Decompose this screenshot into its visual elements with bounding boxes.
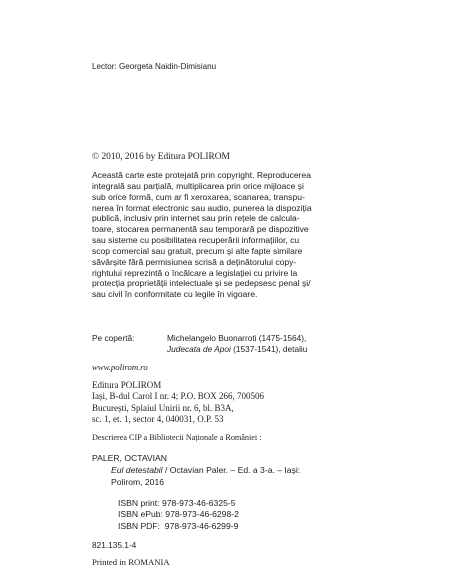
book-title: Eul detestabil [111,465,163,475]
notice-line: săvârșite fără permisiunea scrisă a deținătorului copy- [92,256,297,267]
notice-line: toare, stocarea permanentă sau temporară pe dispozitive [92,224,309,235]
address-line: București, Splaiul Unirii nr. 6, bl. B3A, [92,402,234,413]
cip-heading: Descrierea CIP a Bibliotecii Naționale a României : [92,433,262,442]
notice-line: nerea în format electronic sau audio, punerea la dispoziția [92,202,312,213]
book-record-line [111,465,300,477]
cover-work-title: Judecata de Apoi [167,344,231,354]
publisher-website: www.polirom.ro [92,362,148,372]
isbn-line: ISBN PDF: 978-973-46-6299-9 [118,520,239,531]
notice-line: sau sisteme cu posibilitatea recuperării informațiilor, cu [92,235,300,246]
classification-code: 821.135.1-4 [92,540,137,550]
book-details: / Octavian Paler. – Ed. a 3-a. – Iași: [162,465,301,475]
book-record-line: Polirom, 2016 [111,476,165,487]
book-record [111,465,300,488]
printed-in: Printed in ROMANIA [92,557,170,567]
copyright-notice [92,170,312,300]
notice-line: rightului reprezintă o încălcare a legislației cu privire la [92,267,298,278]
address-line: Editura POLIROM [92,380,162,390]
isbn-line: ISBN ePub: 978-973-46-6298-2 [118,509,239,520]
copyright-line: © 2010, 2016 by Editura POLIROM [92,152,230,162]
cover-credit-line [92,333,307,344]
isbn-line: ISBN print: 978-973-46-6325-5 [118,498,236,508]
isbn-list [118,498,239,532]
cover-credit [92,333,307,355]
notice-line: protecția proprietății intelectuale și se pedepsesc penal și/ [92,278,311,289]
notice-line: publică, inclusiv prin internet sau prin rețele de calcula- [92,213,300,224]
notice-line: sau civil în conformitate cu legile în vigoare. [92,289,258,300]
cover-artist: Michelangelo Buonarroti (1475-1564), [167,333,307,343]
notice-line: Această carte este protejată prin copyright. Reproducerea [92,170,312,180]
publisher-address [92,380,264,426]
cover-label: Pe copertă: [92,333,135,343]
notice-line: sub orice formă, cum ar fi xeroxarea, scanarea, transpu- [92,191,305,202]
address-line: sc. 1, et. 1, sector 4, 040031, O.P. 53 [92,414,224,425]
address-line: Iași, B-dul Carol I nr. 4; P.O. BOX 266, 700506 [92,391,264,402]
cover-credit-line [92,344,307,355]
author-name: PALER, OCTAVIAN [92,453,167,463]
lector-credit: Lector: Georgeta Naidin-Dimisianu [92,62,217,71]
cover-work-details: (1537-1541), detaliu [230,344,308,354]
notice-line: integrală sau parțială, multiplicarea prin orice mijloace și [92,180,304,191]
notice-line: scop comercial sau gratuit, precum și alte fapte similare [92,245,303,256]
